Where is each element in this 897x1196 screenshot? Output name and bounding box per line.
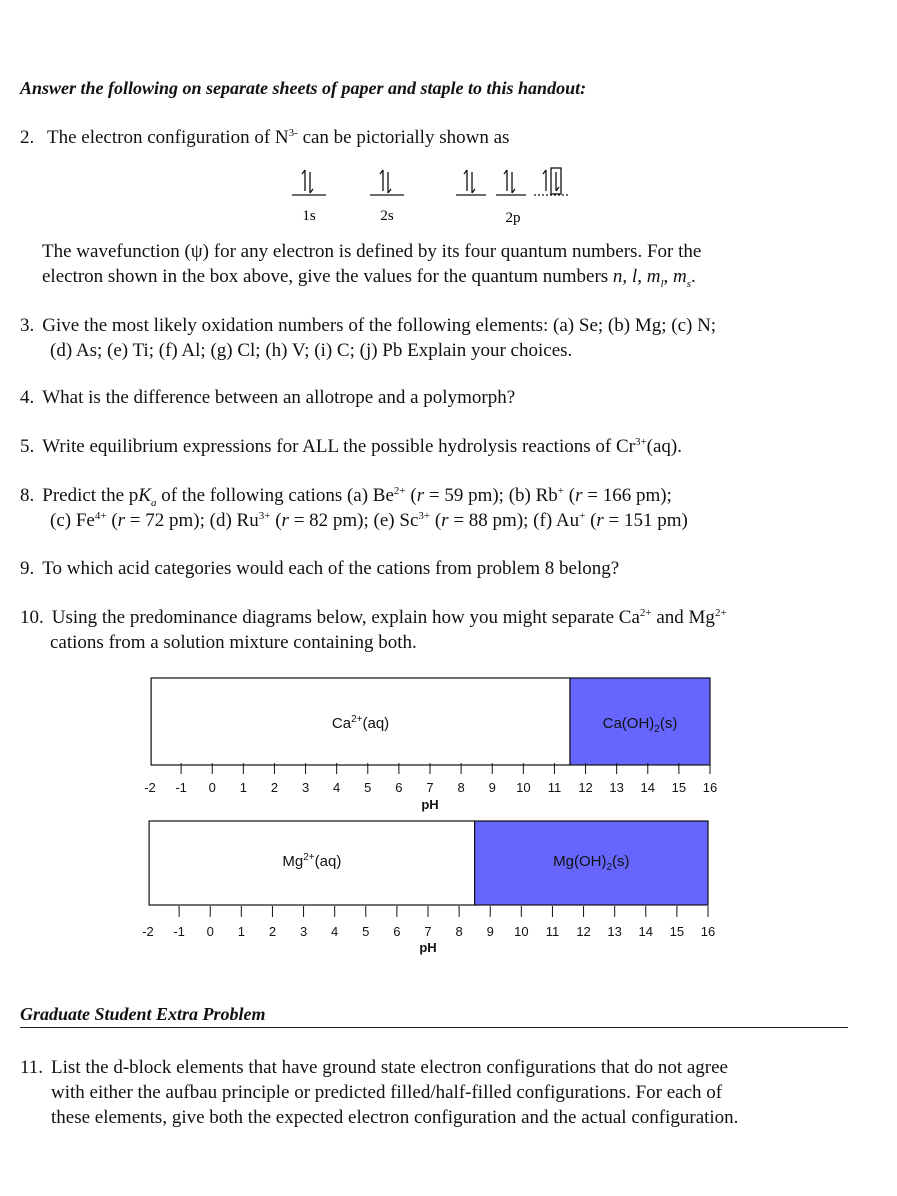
region-label-1: $Mg(OH)_2(s)$ xyxy=(553,853,630,873)
tick-label: 0 xyxy=(208,780,216,795)
tick-label: 8 xyxy=(457,780,465,795)
tick-label: 14 xyxy=(638,924,654,939)
region-0 xyxy=(149,821,475,905)
tick-label: 9 xyxy=(486,924,494,939)
tick-label: 12 xyxy=(578,780,593,795)
handout-heading: Answer the following on separate sheets of paper and staple to this handout: xyxy=(20,78,587,98)
tick-label: 7 xyxy=(426,780,434,795)
tick-label: 10 xyxy=(514,924,529,939)
region-label-0: $Mg^{2+}(aq)$ xyxy=(282,852,342,870)
tick-label: 8 xyxy=(455,924,463,939)
tick-label: -1 xyxy=(175,780,187,795)
question-2-paragraph: The wavefunction (ψ) for any electron is defined by its four quantum numbers. For the electron shown in the box above, give the values for the quantum numbers n, l, $m_l$, $m_s$. xyxy=(42,241,702,290)
orbital-2s-label: 2s xyxy=(380,208,394,224)
tick-label: 6 xyxy=(393,924,401,939)
question-2-line1: The electron configuration of $N^{3-}$ can be pictorially shown as xyxy=(47,127,510,148)
tick-label: 16 xyxy=(700,924,716,939)
tick-label: 12 xyxy=(576,924,591,939)
tick-label: 4 xyxy=(333,780,341,795)
tick-label: 10 xyxy=(516,780,531,795)
tick-label: -2 xyxy=(142,924,154,939)
question-5: 5. Write equilibrium expressions for ALL the possible hydrolysis reactions of $Cr^{3+}(aq)$. xyxy=(20,436,683,457)
graduate-heading: Graduate Student Extra Problem xyxy=(20,1004,266,1024)
region-label-1: $Ca(OH)_2(s)$ xyxy=(602,715,678,735)
tick-label: 6 xyxy=(395,780,403,795)
tick-label: 11 xyxy=(547,780,562,795)
tick-label: 5 xyxy=(362,924,370,939)
tick-label: 15 xyxy=(671,780,687,795)
tick-label: 13 xyxy=(607,924,622,939)
question-9: 9. To which acid categories would each of the cations from problem 8 belong? xyxy=(20,558,620,579)
tick-label: 14 xyxy=(640,780,656,795)
tick-label: 9 xyxy=(488,780,496,795)
question-8: 8. Predict the $pK_a$ of the following cations (a) $Be^{2+}$ (r = 59 pm); (b) Rb+ (r = 166 pm); (c) $Fe^{4+}$ (r = 72 pm); (d) $Ru^{3+}$ (r = 82 pm); (e) $Sc^{3+}$ (r = 88 pm); (f) Au+ (r = 151 pm) xyxy=(20,485,688,531)
tick-label: 1 xyxy=(237,924,245,939)
orbital-1s-label: 1s xyxy=(302,208,316,224)
axis-label-ph: pH xyxy=(419,940,437,955)
tick-label: 15 xyxy=(669,924,685,939)
tick-label: -2 xyxy=(144,780,156,795)
axis-label-ph: pH xyxy=(421,797,439,812)
tick-label: 5 xyxy=(364,780,372,795)
orbital-2p-label: 2p xyxy=(505,210,521,226)
tick-label: 2 xyxy=(270,780,279,795)
tick-label: -1 xyxy=(173,924,185,939)
tick-label: 7 xyxy=(424,924,432,939)
tick-label: 4 xyxy=(331,924,339,939)
tick-label: 2 xyxy=(268,924,277,939)
question-3: 3. Give the most likely oxidation numbers of the following elements: (a) Se; (b) Mg; (c) N; (d) As; (e) Ti; (f) Al; (g) Cl; (h) V; (i) C; (j) Pb Explain your choices. xyxy=(20,315,717,361)
question-10: 10. Using the predominance diagrams below, explain how you might separate $Ca^{2+}$ and $Mg^{2+}$ cations from a solution mixture containing both. xyxy=(20,607,727,653)
tick-label: 3 xyxy=(299,924,308,939)
region-label-0: $Ca^{2+}(aq)$ xyxy=(331,714,390,732)
question-number: 2. xyxy=(20,127,35,148)
tick-label: 13 xyxy=(609,780,624,795)
tick-label: 11 xyxy=(545,924,560,939)
question-11: 11. List the d-block elements that have ground state electron configurations that do not agree with either the aufbau principle or predicted filled/half-filled configurations. For each of these elements, give both the expected electron configuration and the actual configuration. xyxy=(20,1057,739,1128)
tick-label: 1 xyxy=(239,780,247,795)
tick-label: 0 xyxy=(206,924,214,939)
tick-label: 3 xyxy=(301,780,310,795)
divider-line xyxy=(20,1027,848,1028)
question-4: 4. What is the difference between an allotrope and a polymorph? xyxy=(20,387,516,408)
tick-label: 16 xyxy=(702,780,718,795)
